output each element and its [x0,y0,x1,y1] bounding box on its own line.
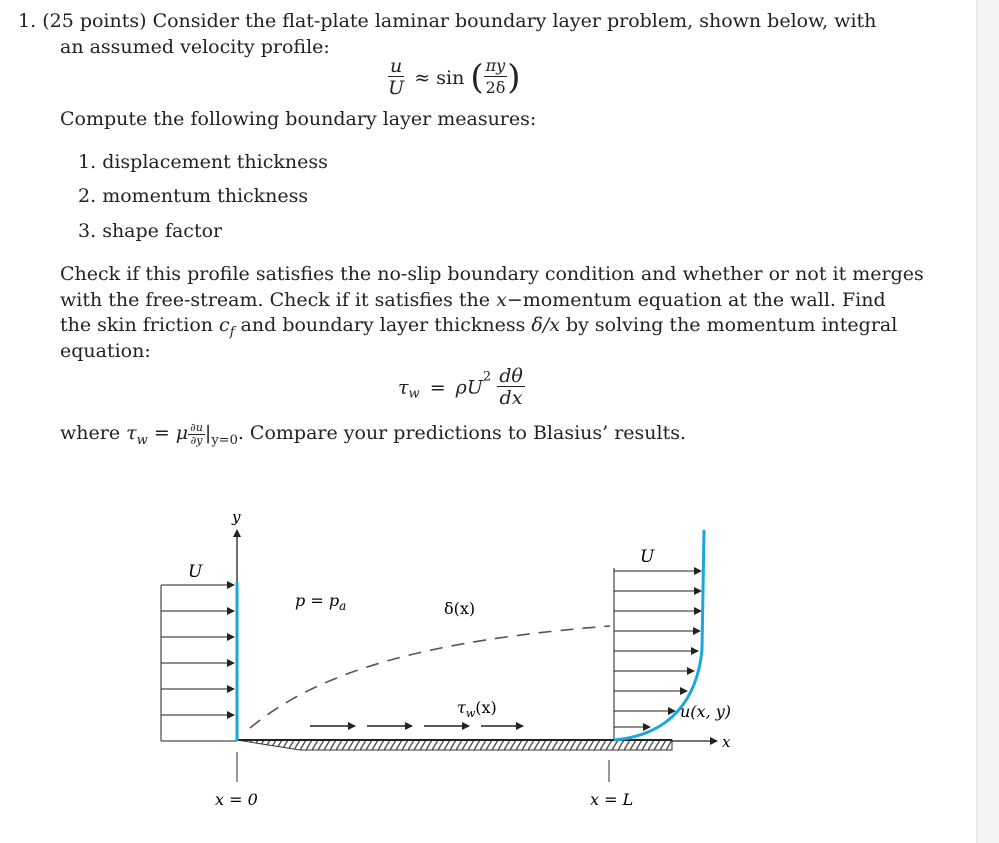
x0-label: x = 0 [215,790,258,809]
dtheta-dx: $\frac{d\theta}{dx}$ [499,365,523,409]
check-line-1: Check if this profile satisfies the no-slip boundary condition and whether or not it merges [60,263,924,285]
flat-plate [237,740,672,750]
u-over-U: $\frac{u}{U}$ [388,55,405,99]
left-paren: ( [470,57,484,98]
approx-sin: ≈ sin [414,66,465,89]
xL-label: x = L [590,790,634,809]
velocity-profile-label: u(x, y) [680,702,732,721]
list-item: 2. momentum thickness [78,185,309,207]
inlet-velocity-profile [161,582,237,741]
boundary-layer-edge [250,626,610,728]
momentum-integral-equation: $\tau_w = \rho U^2$ $\frac{d\theta}{dx}$ [398,365,523,409]
sin-argument: $\frac{\pi y}{2\delta}$ [485,56,506,97]
problem-text-1: (25 points) Consider the flat-plate laminar boundary layer problem, shown below, with [42,10,877,32]
check-line-4: equation: [60,340,151,362]
wall-shear-label: $\tau_w(x)$ [457,698,497,720]
outlet-U-label: U [640,547,655,567]
pressure-label: $p = p_a$ [295,591,347,613]
delta-label: δ(x) [444,599,476,618]
list-item: 1. displacement thickness [78,151,328,173]
right-paren: ) [507,57,521,98]
y-axis-label: y [232,508,241,526]
problem-number: 1. [18,10,37,32]
list-item: 3. shape factor [78,220,223,242]
where-line: where $\tau_w = \mu$ $\frac{\partial u}{\partial y}$ $|_{y=0}$. Compare your predictions to Blasius’ results. [60,420,687,448]
x-axis-label: x [722,733,731,751]
du-dy: $\frac{\partial u}{\partial y}$ [190,420,203,447]
check-line-2: with the free-stream. Check if it satisfies the x−momentum equation at the wall. Find [60,289,886,311]
compute-intro: Compute the following boundary layer measures: [60,108,537,130]
problem-line-2: an assumed velocity profile: [60,36,330,58]
inlet-U-label: U [188,562,203,582]
check-line-3: the skin friction $c_f$ and boundary layer thickness δ/x by solving the momentum integral [60,314,898,340]
